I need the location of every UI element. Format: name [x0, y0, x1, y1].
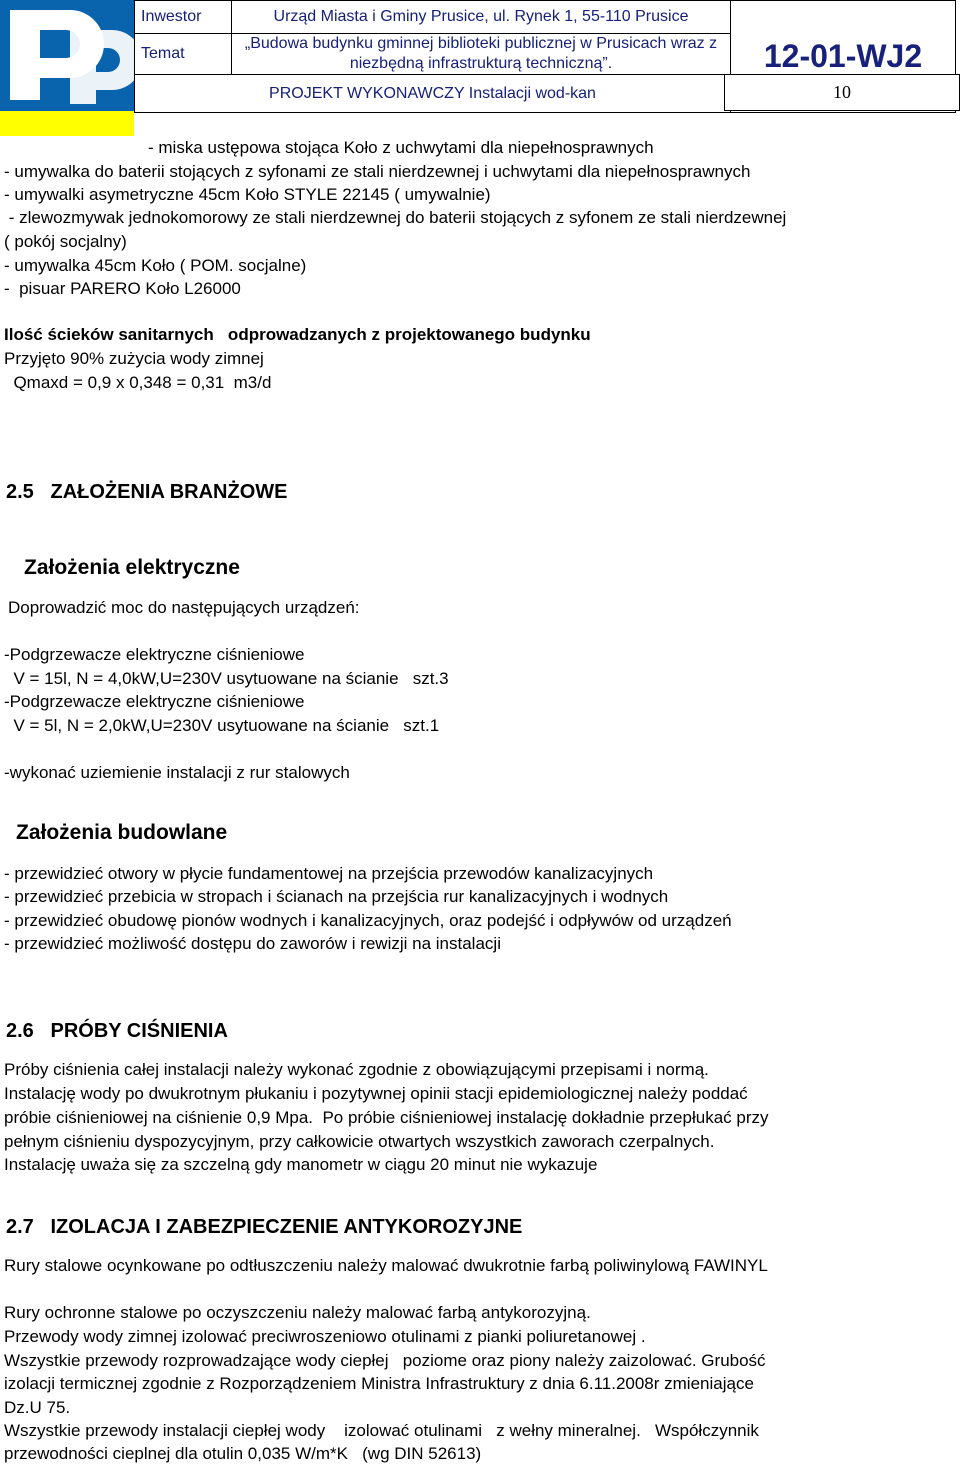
- paragraph-line: Rury stalowe ocynkowane po odtłuszczeniu należy malować dwukrotnie farbą poliwinylową FAWINYL: [4, 1256, 768, 1275]
- fixture-item: - umywalka do baterii stojących z syfonami ze stali nierdzewnej i uchwytami dla niepełnosprawnych: [4, 162, 751, 181]
- sewage-heading: Ilość ścieków sanitarnych odprowadzanych z projektowanego budynku: [4, 325, 591, 344]
- project-title: PROJEKT WYKONAWCZY Instalacji wod-kan: [135, 75, 731, 113]
- paragraph-line: Instalację uważa się za szczelną gdy manometr w ciągu 20 minut nie wykazuje: [4, 1155, 598, 1174]
- page-number: 10: [833, 82, 851, 102]
- topic-label: Temat: [135, 34, 232, 75]
- section-2-5-heading: 2.5 ZAŁOŻENIA BRANŻOWE: [6, 481, 288, 503]
- section-2-6-heading: 2.6 PRÓBY CIŚNIENIA: [6, 1020, 228, 1042]
- building-heading: Założenia budowlane: [16, 821, 228, 844]
- paragraph-line: Wszystkie przewody rozprowadzające wody ciepłej poziome oraz piony należy zaizolować. Grubość: [4, 1351, 766, 1370]
- paragraph-line: izolacji termicznej zgodnie z Rozporządzeniem Ministra Infrastruktury z dnia 6.11.2008r zmieniające: [4, 1374, 754, 1393]
- sewage-text: Przyjęto 90% zużycia wody zimnej: [4, 349, 264, 368]
- topic-line-2: niezbędną infrastrukturą techniczną”.: [349, 55, 613, 72]
- document-code: 12-01-WJ2: [731, 1, 956, 113]
- paragraph-line: Wszystkie przewody instalacji ciepłej wody izolować otulinami z wełny mineralnej. Współczynnik: [4, 1421, 759, 1440]
- building-item: - przewidzieć otwory w płycie fundamentowej na przejścia przewodów kanalizacyjnych: [4, 864, 654, 883]
- topic-value: [232, 34, 731, 75]
- sewage-formula: Qmaxd = 0,9 x 0,348 = 0,31 m3/d: [4, 373, 272, 392]
- paragraph-line: Przewody wody zimnej izolować preciwroszeniowo otulinami z pianki poliuretanowej .: [4, 1327, 646, 1346]
- paragraph-line: Instalację wody po dwukrotnym płukaniu i pozytywnej opinii stacji epidemiologicznej należy poddać: [4, 1084, 748, 1103]
- investor-label: Inwestor: [135, 1, 232, 34]
- electrical-heading: Założenia elektryczne: [24, 556, 240, 579]
- fixture-item: - pisuar PARERO Koło L26000: [4, 279, 241, 298]
- fixture-item: - umywalka 45cm Koło ( POM. socjalne): [4, 256, 307, 275]
- paragraph-line: przewodności cieplnej dla otulin 0,035 W/m*K (wg DIN 52613): [4, 1444, 482, 1463]
- electrical-item: -Podgrzewacze elektryczne ciśnieniowe: [4, 692, 305, 711]
- fixture-item: - umywalki asymetryczne 45cm Koło STYLE 22145 ( umywalnie): [4, 185, 491, 204]
- fixture-item: ( pokój socjalny): [4, 232, 127, 251]
- paragraph-line: Dz.U 75.: [4, 1398, 71, 1417]
- page-number-cell: [724, 74, 960, 111]
- fixture-item: - zlewozmywak jednokomorowy ze stali nierdzewnej do baterii stojących z syfonem ze stali nierdzewnej: [4, 208, 787, 227]
- paragraph-line: Próby ciśnienia całej instalacji należy wykonać zgodnie z obowiązującymi przepisami i normą.: [4, 1060, 709, 1079]
- electrical-item: -wykonać uziemienie instalacji z rur stalowych: [4, 763, 350, 782]
- fixture-item: - miska ustępowa stojąca Koło z uchwytami dla niepełnosprawnych: [148, 138, 654, 157]
- paragraph-line: Rury ochronne stalowe po oczyszczeniu należy malować farbą antykorozyjną.: [4, 1303, 591, 1322]
- logo-mark-icon: [0, 0, 134, 111]
- paragraph-line: próbie ciśnieniowej na ciśnienie 0,9 Mpa. Po próbie ciśnieniowej instalację dokładnie przepłukać przy: [4, 1108, 769, 1127]
- electrical-item: V = 15l, N = 4,0kW,U=230V usytuowane na ścianie szt.3: [4, 669, 449, 688]
- building-item: - przewidzieć obudowę pionów wodnych i kanalizacyjnych, oraz podejść i odpływów od urządzeń: [4, 911, 732, 930]
- topic-line-1: „Budowa budynku gminnej biblioteki publicznej w Prusicach wraz z: [244, 35, 718, 52]
- building-item: - przewidzieć możliwość dostępu do zaworów i rewizji na instalacji: [4, 934, 501, 953]
- logo-yellow-strip: [0, 111, 134, 136]
- paragraph-line: pełnym ciśnieniu dyspozycyjnym, przy całkowicie otwartych wszystkich zaworach czerpalnych.: [4, 1132, 715, 1151]
- investor-value: Urząd Miasta i Gminy Prusice, ul. Rynek 1, 55-110 Prusice: [232, 1, 731, 34]
- document-header: [0, 0, 960, 136]
- electrical-item: -Podgrzewacze elektryczne ciśnieniowe: [4, 645, 305, 664]
- company-logo: [0, 0, 134, 111]
- building-item: - przewidzieć przebicia w stropach i ścianach na przejścia rur kanalizacyjnych i wodnych: [4, 887, 669, 906]
- electrical-item: V = 5l, N = 2,0kW,U=230V usytuowane na ścianie szt.1: [4, 716, 440, 735]
- electrical-intro: Doprowadzić moc do następujących urządzeń:: [8, 598, 360, 617]
- section-2-7-heading: 2.7 IZOLACJA I ZABEZPIECZENIE ANTYKOROZYJNE: [6, 1216, 523, 1238]
